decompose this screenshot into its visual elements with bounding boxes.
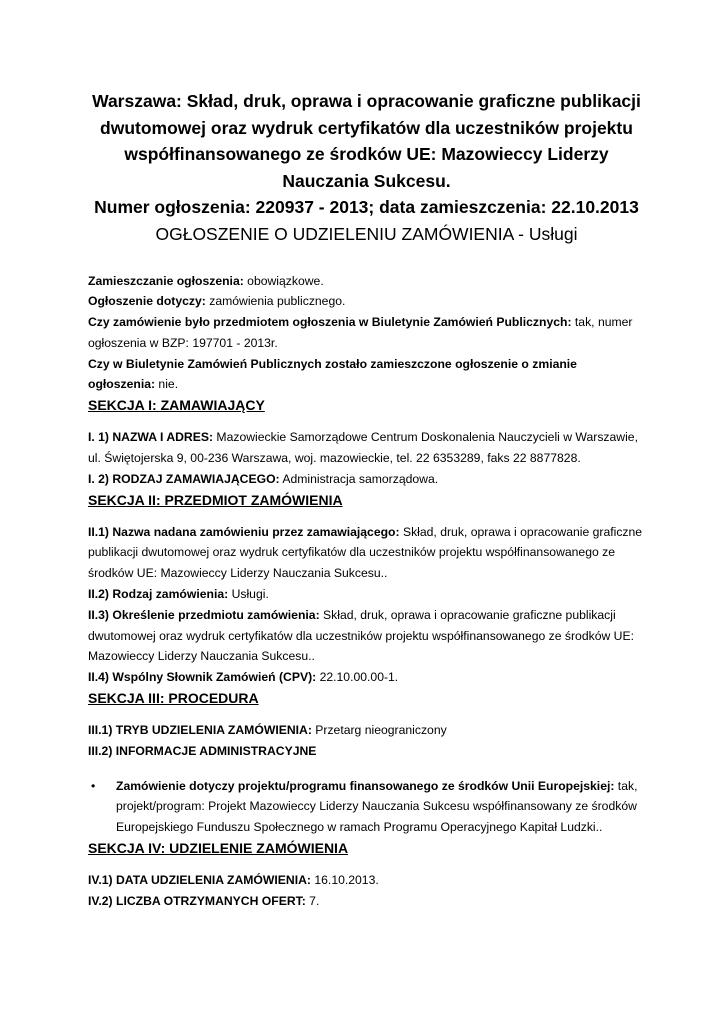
contract-kind-row: II.2) Rodzaj zamówienia: Usługi.: [88, 587, 269, 602]
section-3-body: [88, 720, 645, 762]
contract-description-row: II.3) Określenie przedmiotu zamówienia: Skład, druk, oprawa i opracowanie graficzne publikacji dwutomowej oraz wydruk certyfikatów dla uczestników projektu współfinansowanego ze środków UE: Mazowieccy Liderzy Nauczania Sukcesu..: [88, 607, 634, 664]
document-title: [88, 88, 645, 221]
award-date-row: IV.1) DATA UDZIELENIA ZAMÓWIENIA: 16.10.2013.: [88, 873, 379, 888]
section-1-body: [88, 427, 645, 489]
contracting-authority-row: I. 1) NAZWA I ADRES: Mazowieckie Samorządowe Centrum Doskonalenia Nauczycieli w Warszawie, ul. Świętojerska 9, 00-236 Warszawa, woj. mazowieckie, tel. 22 6353289, faks 22 8877828.: [88, 430, 638, 466]
placement-row: Zamieszczanie ogłoszenia: obowiązkowe.: [88, 273, 324, 288]
document-subtitle: OGŁOSZENIE O UDZIELENIU ZAMÓWIENIA - Usługi: [155, 223, 578, 244]
title-line: Nauczania Sukcesu.: [282, 170, 451, 191]
administrative-info-list: [88, 776, 645, 838]
title-line: współfinansowanego ze środków UE: Mazowieccy Liderzy: [124, 144, 609, 164]
section-4-heading: SEKCJA IV: UDZIELENIE ZAMÓWIENIA: [88, 840, 349, 857]
section-2-body: [88, 522, 645, 688]
contract-type: Usługi: [528, 223, 578, 244]
announcement-number-line: Numer ogłoszenia: 220937 - 2013; data zamieszczenia: 22.10.2013: [94, 197, 639, 217]
notice-type: OGŁOSZENIE O UDZIELENIU ZAMÓWIENIA: [155, 223, 514, 244]
administrative-info-row: III.2) INFORMACJE ADMINISTRACYJNE: [88, 743, 317, 758]
notice-metadata: [88, 271, 645, 396]
offers-count-row: IV.2) LICZBA OTRZYMANYCH OFERT: 7.: [88, 893, 320, 908]
bullet-icon: •: [91, 778, 96, 793]
contract-name-row: II.1) Nazwa nadana zamówieniu przez zamawiającego: Skład, druk, oprawa i opracowanie graficzne publikacji dwutomowej oraz wydruk certyfikatów dla uczestników projektu współfinansowanego ze środków UE: Mazowieccy Liderzy Nauczania Sukcesu..: [88, 524, 643, 581]
title-line: Warszawa: Skład, druk, oprawa i opracowanie graficzne publikacji: [92, 91, 641, 111]
title-line: dwutomowej oraz wydruk certyfikatów dla uczestników projektu: [100, 117, 633, 138]
change-notice-row: Czy w Biuletynie Zamówień Publicznych zostało zamieszczone ogłoszenie o zmianie ogłoszenia: nie.: [88, 356, 577, 392]
bzp-row: Czy zamówienie było przedmiotem ogłoszenia w Biuletynie Zamówień Publicznych: tak, numer ogłoszenia w BZP: 197701 - 2013r.: [88, 315, 633, 350]
section-2-heading: SEKCJA II: PRZEDMIOT ZAMÓWIENIA: [88, 491, 343, 508]
section-3-heading: SEKCJA III: PROCEDURA: [88, 690, 259, 707]
section-4-body: [88, 870, 645, 912]
procedure-mode-row: III.1) TRYB UDZIELENIA ZAMÓWIENIA: Przetarg nieograniczony: [88, 723, 447, 738]
list-item: • Zamówienie dotyczy projektu/programu finansowanego ze środków Unii Europejskiej: tak, projekt/program: Projekt Mazowieccy Liderzy Nauczania Sukcesu współfinansowany ze środków Europejskiego Funduszu Społecznego w ramach Programu Operacyjnego Kapitał Ludzki..: [116, 776, 645, 838]
authority-type-row: I. 2) RODZAJ ZAMAWIAJĄCEGO: Administracja samorządowa.: [88, 471, 439, 486]
cpv-row: II.4) Wspólny Słownik Zamówień (CPV): 22.10.00.00-1.: [88, 670, 399, 685]
concerns-row: Ogłoszenie dotyczy: zamówienia publicznego.: [88, 294, 346, 309]
section-1-heading: SEKCJA I: ZAMAWIAJĄCY: [88, 397, 265, 414]
